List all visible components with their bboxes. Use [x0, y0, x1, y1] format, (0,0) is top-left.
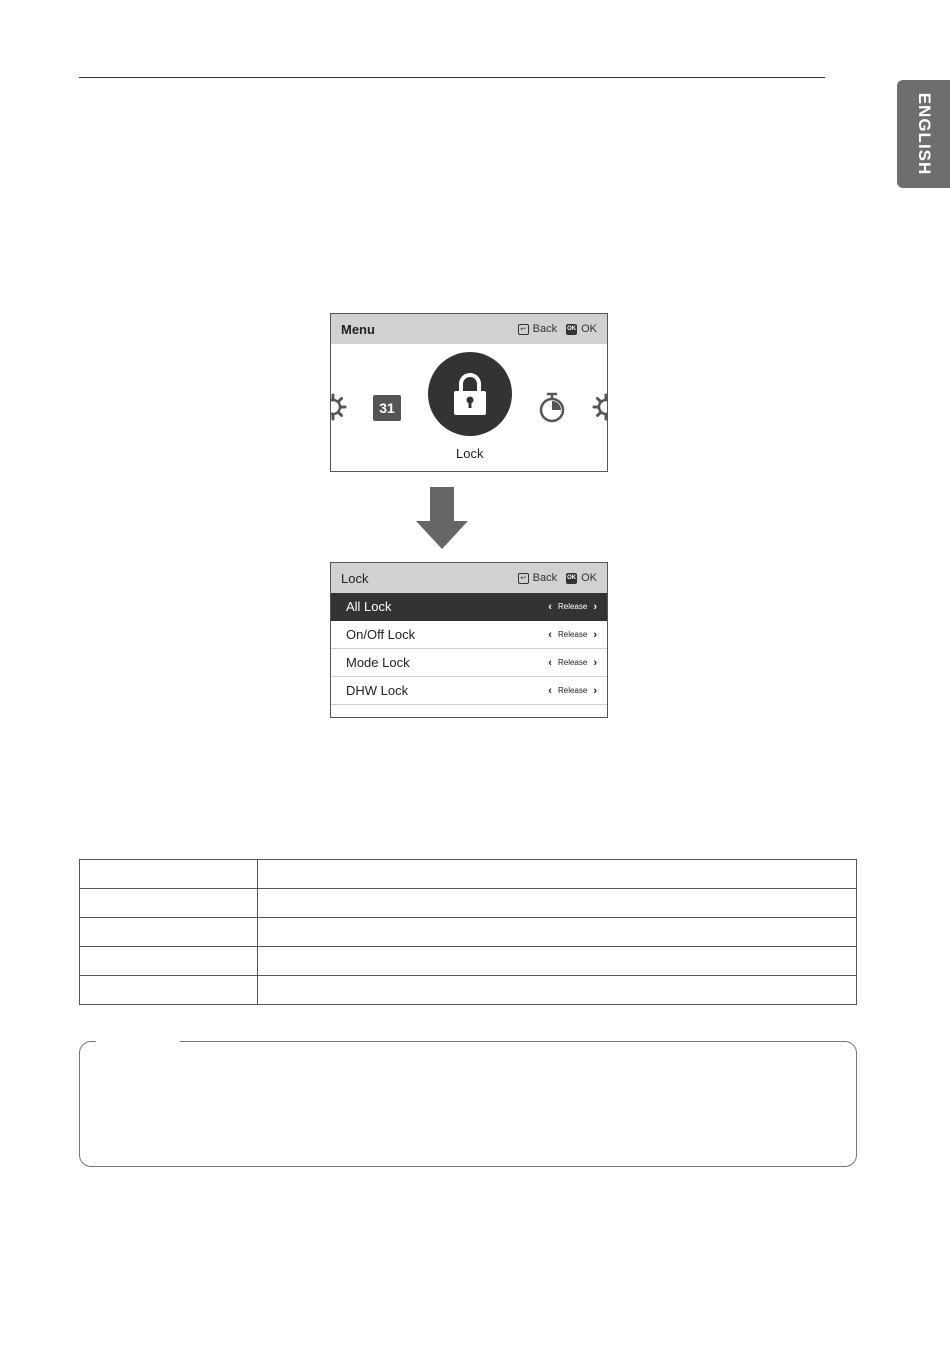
- description-table: [79, 859, 857, 1005]
- settings-icon[interactable]: [592, 393, 607, 421]
- lock-row-dhw[interactable]: [331, 677, 607, 705]
- table-cell: [80, 918, 258, 947]
- table-row: [80, 860, 857, 889]
- ok-label[interactable]: OK: [581, 323, 597, 335]
- ok-label[interactable]: OK: [581, 572, 597, 584]
- table-row: [80, 918, 857, 947]
- table-cell: [258, 889, 857, 918]
- lock-screen-title: Lock: [341, 570, 369, 586]
- lock-row-label: All Lock: [346, 599, 392, 614]
- lock-row-label: Mode Lock: [346, 655, 410, 670]
- lock-screen-header: [331, 563, 607, 593]
- back-label[interactable]: Back: [532, 323, 558, 335]
- list-spacer: [331, 705, 607, 717]
- table-cell: [80, 860, 258, 889]
- table-cell: [258, 947, 857, 976]
- arrow-down-icon: [416, 487, 468, 549]
- lock-row-value-text: Release: [557, 602, 588, 611]
- table-cell: [80, 976, 258, 1005]
- table-row: [80, 947, 857, 976]
- chevron-left-icon[interactable]: ‹: [548, 684, 552, 697]
- table-cell: [80, 947, 258, 976]
- lock-icon: [453, 372, 487, 416]
- selected-menu-label: Lock: [456, 446, 484, 461]
- lock-row-all[interactable]: [331, 593, 607, 621]
- note-box: [79, 1041, 857, 1167]
- top-rule: [79, 77, 825, 78]
- table-cell: [80, 889, 258, 918]
- menu-screen-title: Menu: [341, 321, 375, 337]
- language-tab: [897, 80, 950, 188]
- language-tab-label: ENGLISH: [914, 92, 934, 176]
- chevron-right-icon[interactable]: ›: [593, 628, 597, 641]
- lock-row-onoff[interactable]: [331, 621, 607, 649]
- lock-row-value: [548, 629, 597, 641]
- ok-icon[interactable]: OK: [566, 573, 577, 584]
- lock-row-mode[interactable]: [331, 649, 607, 677]
- menu-screen: [330, 313, 608, 472]
- lock-header-actions: [518, 572, 597, 584]
- lock-row-label: On/Off Lock: [346, 627, 416, 642]
- table-row: [80, 889, 857, 918]
- lock-row-value: [548, 601, 597, 613]
- timer-icon[interactable]: [538, 392, 566, 424]
- chevron-left-icon[interactable]: ‹: [548, 628, 552, 641]
- table-row: [80, 976, 857, 1005]
- ok-icon[interactable]: OK: [566, 324, 577, 335]
- note-title-gap: [96, 1040, 180, 1044]
- menu-header-actions: [518, 323, 597, 335]
- chevron-right-icon[interactable]: ›: [593, 684, 597, 697]
- lock-screen: [330, 562, 608, 718]
- back-icon[interactable]: ↩: [518, 573, 529, 584]
- table-cell: [258, 918, 857, 947]
- chevron-right-icon[interactable]: ›: [593, 656, 597, 669]
- lock-row-value: [548, 657, 597, 669]
- lock-option-list: [331, 593, 607, 717]
- calendar-number: 31: [379, 400, 395, 416]
- lock-row-label: DHW Lock: [346, 683, 409, 698]
- menu-carousel: [331, 344, 607, 471]
- lock-row-value-text: Release: [557, 686, 588, 695]
- lock-row-value-text: Release: [557, 630, 588, 639]
- table-cell: [258, 976, 857, 1005]
- menu-screen-header: [331, 314, 607, 344]
- calendar-icon[interactable]: [373, 395, 401, 421]
- back-label[interactable]: Back: [532, 572, 558, 584]
- selected-menu-item[interactable]: [428, 352, 512, 436]
- chevron-left-icon[interactable]: ‹: [548, 600, 552, 613]
- settings-icon[interactable]: [331, 393, 347, 421]
- chevron-left-icon[interactable]: ‹: [548, 656, 552, 669]
- table-cell: [258, 860, 857, 889]
- back-icon[interactable]: ↩: [518, 324, 529, 335]
- lock-row-value: [548, 685, 597, 697]
- chevron-right-icon[interactable]: ›: [593, 600, 597, 613]
- lock-row-value-text: Release: [557, 658, 588, 667]
